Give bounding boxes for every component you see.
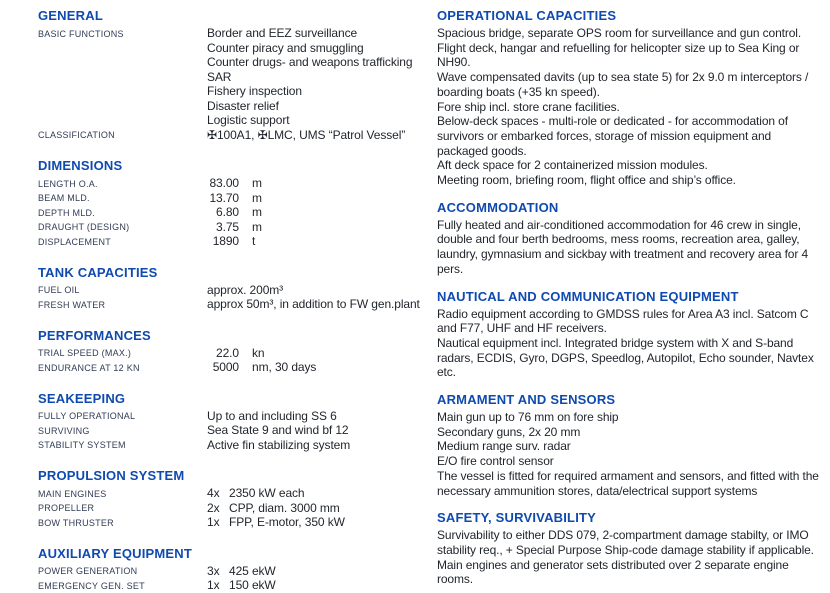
spec-row-bow-thruster xyxy=(38,515,424,530)
section-title-seakeeping: SEAKEEPING xyxy=(38,390,126,406)
spec-value: approx 50m³, in addition to FW gen.plant xyxy=(207,297,420,311)
spec-label: TRIAL SPEED (MAX.) xyxy=(38,348,132,358)
spec-label: LENGTH O.A. xyxy=(38,178,98,189)
spec-value-text: 425 ekW xyxy=(229,563,276,578)
spec-quantity: 4x xyxy=(207,486,220,500)
spec-paragraph: Below-deck spaces - multi-role or dedicated - for accommodation of survivors or embarked forces, storage of mission equipment and packaged goods. xyxy=(437,114,788,158)
section-title-nautical-communication: NAUTICAL AND COMMUNICATION EQUIPMENT xyxy=(437,288,739,304)
spec-quantity: 3x xyxy=(207,563,220,578)
section-title-auxiliary-equipment: AUXILIARY EQUIPMENT xyxy=(38,545,193,561)
spec-label: DEPTH MLD. xyxy=(38,207,96,218)
spec-column-left xyxy=(38,8,424,593)
spec-unit: m xyxy=(252,176,262,190)
spec-number: 1890 xyxy=(212,234,239,248)
spec-label: POWER GENERATION xyxy=(38,566,138,576)
spec-label: DISPLACEMENT xyxy=(38,236,112,247)
spec-value-line: Fishery inspection xyxy=(207,84,302,98)
spec-row-depth xyxy=(38,205,424,220)
spec-unit: kn xyxy=(252,345,265,360)
spec-number: 6.80 xyxy=(216,205,239,219)
spec-number: 3.75 xyxy=(216,219,239,234)
spec-value-line: SAR xyxy=(207,69,232,84)
section-accommodation xyxy=(437,200,825,277)
spec-number: 22.0 xyxy=(216,345,239,360)
spec-row-stability-system xyxy=(38,438,424,453)
section-propulsion-system xyxy=(38,468,424,530)
spec-row-propeller xyxy=(38,501,424,516)
spec-label: FRESH WATER xyxy=(38,299,106,310)
spec-value xyxy=(207,205,424,220)
spec-value xyxy=(207,176,424,191)
spec-paragraph: Flight deck, hangar and refuelling for helicopter size up to Sea King or NH90. xyxy=(437,40,800,70)
spec-value-line: Border and EEZ surveillance xyxy=(207,26,358,40)
spec-label: MAIN ENGINES xyxy=(38,488,107,499)
spec-quantity: 1x xyxy=(207,515,220,529)
section-safety-survivability xyxy=(437,510,825,587)
spec-label: DRAUGHT (DESIGN) xyxy=(38,222,130,232)
spec-value xyxy=(207,501,424,516)
spec-unit: t xyxy=(252,234,256,248)
spec-value-line: Counter drugs- and weapons trafficking xyxy=(207,55,413,69)
spec-paragraph: Wave compensated davits (up to sea state 5) for 2x 9.0 m interceptors / boarding boats (+35 kn speed). xyxy=(437,70,809,99)
section-title-armament-sensors: ARMAMENT AND SENSORS xyxy=(437,392,616,408)
spec-value xyxy=(207,515,424,530)
spec-row-fuel-oil xyxy=(38,283,424,298)
spec-value xyxy=(207,234,424,249)
spec-row-basic-functions xyxy=(38,26,424,128)
spec-value: Up to and including SS 6 xyxy=(207,408,337,423)
spec-value-text: CPP, diam. 3000 mm xyxy=(229,500,340,515)
spec-value-text: FPP, E-motor, 350 kW xyxy=(229,515,345,529)
section-tank-capacities xyxy=(38,265,424,312)
spec-row-fully-operational xyxy=(38,409,424,424)
spec-paragraph: Medium range surv. radar xyxy=(437,439,571,454)
section-title-general: GENERAL xyxy=(38,8,103,23)
spec-value: ✠100A1, ✠LMC, UMS “Patrol Vessel” xyxy=(207,127,406,142)
spec-unit: m xyxy=(252,190,262,205)
section-dimensions xyxy=(38,158,424,249)
spec-quantity: 2x xyxy=(207,500,220,515)
spec-paragraph: Fully heated and air-conditioned accommodation for 46 crew in single, double and four berth bedrooms, mess rooms, recreation area, galley, laundry, gymnasium and sickbay with treatment and recovery area for 4 pers. xyxy=(437,217,809,276)
section-title-operational-capacities: OPERATIONAL CAPACITIES xyxy=(437,8,617,23)
spec-row-surviving xyxy=(38,423,424,438)
section-armament-sensors xyxy=(437,392,825,498)
section-performances xyxy=(38,328,424,375)
spec-row-emergency-gen-set xyxy=(38,578,424,593)
section-title-tank-capacities: TANK CAPACITIES xyxy=(38,264,158,280)
spec-paragraph: Fore ship incl. store crane facilities. xyxy=(437,99,620,114)
spec-paragraph: Radio equipment according to GMDSS rules for Area A3 incl. Satcom C and F77, UHF and HF receivers. xyxy=(437,306,809,336)
spec-label: BEAM MLD. xyxy=(38,193,90,203)
section-title-propulsion-system: PROPULSION SYSTEM xyxy=(38,468,185,483)
section-title-safety-survivability: SAFETY, SURVIVABILITY xyxy=(437,510,597,526)
spec-paragraph: Meeting room, briefing room, flight office and ship’s office. xyxy=(437,173,736,188)
section-operational-capacities xyxy=(437,8,825,188)
spec-unit: nm, 30 days xyxy=(252,360,317,374)
spec-label: STABILITY SYSTEM xyxy=(38,440,126,450)
section-title-performances: PERFORMANCES xyxy=(38,327,151,343)
section-seakeeping xyxy=(38,391,424,453)
spec-column-right xyxy=(437,8,825,587)
spec-row-endurance xyxy=(38,360,424,375)
spec-row-classification xyxy=(38,128,424,143)
spec-unit: m xyxy=(252,219,262,234)
spec-value-text: 150 ekW xyxy=(229,578,276,592)
spec-paragraph: Secondary guns, 2x 20 mm xyxy=(437,424,581,439)
spec-number: 5000 xyxy=(212,360,239,374)
spec-paragraph: Nautical equipment incl. Integrated bridge system with X and S-band radars, ECDIS, Gyro, DGPS, Speedlog, Autopilot, Echo sounder, Navtex etc. xyxy=(437,335,814,380)
spec-number: 83.00 xyxy=(209,176,239,190)
spec-value xyxy=(207,486,424,501)
spec-label: PROPELLER xyxy=(38,503,95,513)
spec-label: EMERGENCY GEN. SET xyxy=(38,580,145,591)
spec-row-displacement xyxy=(38,234,424,249)
spec-paragraph: Main engines and generator sets distributed over 2 separate engine rooms. xyxy=(437,557,789,587)
spec-quantity: 1x xyxy=(207,578,220,592)
spec-paragraph: Survivability to either DDS 079, 2-compartment damage stabilty, or IMO stability req., + Special Purpose Ship-code damage stability if applicable. xyxy=(437,528,814,557)
spec-row-length xyxy=(38,176,424,191)
spec-label: BASIC FUNCTIONS xyxy=(38,28,124,39)
spec-value xyxy=(207,564,424,579)
spec-number: 13.70 xyxy=(209,190,239,205)
spec-row-draught xyxy=(38,220,424,235)
spec-value-line: Logistic support xyxy=(207,113,290,127)
spec-unit: m xyxy=(252,205,262,219)
spec-label: ENDURANCE AT 12 KN xyxy=(38,362,140,373)
spec-row-beam xyxy=(38,191,424,206)
spec-row-power-generation xyxy=(38,564,424,579)
spec-paragraph: The vessel is fitted for required armament and sensors, and fitted with the necessary ammunition stores, data/electrical support systems xyxy=(437,468,819,498)
spec-value xyxy=(207,346,424,361)
spec-value xyxy=(207,191,424,206)
spec-paragraph: Main gun up to 76 mm on fore ship xyxy=(437,410,619,425)
spec-value: Active fin stabilizing system xyxy=(207,437,351,452)
spec-label: SURVIVING xyxy=(38,425,90,436)
spec-value xyxy=(207,578,424,593)
spec-value: Sea State 9 and wind bf 12 xyxy=(207,423,349,437)
spec-value xyxy=(207,220,424,235)
section-nautical-communication xyxy=(437,289,825,381)
spec-value-text: 2350 kW each xyxy=(229,486,305,500)
spec-row-main-engines xyxy=(38,486,424,501)
section-title-accommodation: ACCOMMODATION xyxy=(437,199,559,215)
spec-paragraph: Aft deck space for 2 containerized mission modules. xyxy=(437,158,708,173)
section-general xyxy=(38,8,424,142)
spec-row-trial-speed xyxy=(38,346,424,361)
spec-paragraph: Spacious bridge, separate OPS room for surveillance and gun control. xyxy=(437,26,802,40)
section-title-dimensions: DIMENSIONS xyxy=(38,158,123,173)
spec-paragraph: E/O fire control sensor xyxy=(437,454,554,469)
spec-label: CLASSIFICATION xyxy=(38,130,115,140)
spec-value: approx. 200m³ xyxy=(207,282,284,297)
section-auxiliary-equipment xyxy=(38,546,424,593)
spec-label: BOW THRUSTER xyxy=(38,517,114,528)
spec-value xyxy=(207,26,424,128)
spec-row-fresh-water xyxy=(38,297,424,312)
spec-label: FULLY OPERATIONAL xyxy=(38,411,136,421)
spec-value-line: Disaster relief xyxy=(207,98,279,113)
spec-label: FUEL OIL xyxy=(38,285,80,295)
spec-value-line: Counter piracy and smuggling xyxy=(207,40,364,55)
spec-value xyxy=(207,360,424,375)
